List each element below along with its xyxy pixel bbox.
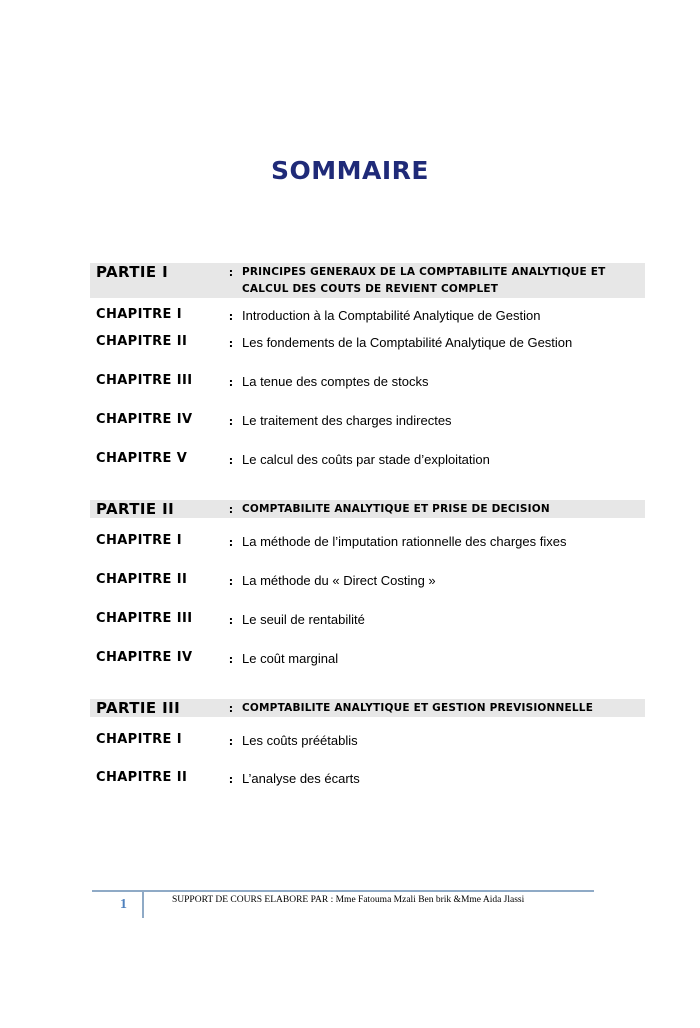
separator: :: [228, 773, 234, 786]
chapter-row: [90, 412, 645, 428]
chapter-row: [90, 572, 645, 588]
separator: :: [228, 702, 234, 715]
part-title: COMPTABILITE ANALYTIQUE ET PRISE DE DECISION: [242, 503, 550, 515]
chapter-label: CHAPITRE I: [96, 307, 182, 322]
chapter-title: La tenue des comptes de stocks: [242, 374, 429, 389]
chapter-title: Le calcul des coûts par stade d’exploitation: [242, 452, 490, 467]
part-title: COMPTABILITE ANALYTIQUE ET GESTION PREVISIONNELLE: [242, 702, 594, 714]
part-title: PRINCIPES GENERAUX DE LA COMPTABILITE ANALYTIQUE ET CALCUL DES COUTS DE REVIENT COMPLET: [242, 266, 606, 295]
part-row: [90, 699, 645, 717]
footer-divider: [142, 892, 144, 918]
chapter-title: La méthode de l’imputation rationnelle des charges fixes: [242, 534, 567, 549]
separator: :: [228, 575, 234, 588]
footer-rule: [92, 890, 594, 892]
chapter-title: Le seuil de rentabilité: [242, 612, 365, 627]
chapter-label: CHAPITRE IV: [96, 412, 193, 427]
part-label: PARTIE III: [96, 699, 181, 717]
chapter-title: Introduction à la Comptabilité Analytique de Gestion: [242, 308, 541, 323]
separator: :: [228, 614, 234, 627]
separator: :: [228, 503, 234, 516]
chapter-title: Les fondements de la Comptabilité Analytique de Gestion: [242, 335, 573, 350]
part-row: [90, 500, 645, 518]
chapter-label: CHAPITRE I: [96, 533, 182, 548]
chapter-row: [90, 650, 645, 666]
separator: :: [228, 735, 234, 748]
chapter-label: CHAPITRE I: [96, 732, 182, 747]
footer-credit: SUPPORT DE COURS ELABORE PAR : Mme Fatouma Mzali Ben brik &Mme Aida Jlassi: [172, 895, 525, 905]
separator: :: [228, 653, 234, 666]
chapter-title: La méthode du « Direct Costing »: [242, 573, 436, 588]
chapter-row: [90, 533, 645, 549]
part-row: [90, 263, 645, 298]
chapter-row: [90, 373, 645, 389]
chapter-title: Les coûts préétablis: [242, 733, 358, 748]
chapter-title: L’analyse des écarts: [242, 771, 360, 786]
chapter-title: Le coût marginal: [242, 651, 339, 666]
chapter-label: CHAPITRE V: [96, 451, 188, 466]
chapter-row: [90, 451, 645, 467]
chapter-row: [90, 732, 645, 748]
chapter-label: CHAPITRE III: [96, 373, 193, 388]
separator: :: [228, 415, 234, 428]
part-label: PARTIE I: [96, 263, 169, 281]
chapter-label: CHAPITRE II: [96, 770, 188, 785]
chapter-label: CHAPITRE II: [96, 334, 188, 349]
separator: :: [228, 536, 234, 549]
separator: :: [228, 310, 234, 323]
chapter-title: Le traitement des charges indirectes: [242, 413, 452, 428]
chapter-label: CHAPITRE II: [96, 572, 188, 587]
separator: :: [228, 266, 234, 279]
chapter-label: CHAPITRE III: [96, 611, 193, 626]
page-number: 1: [120, 897, 127, 912]
separator: :: [228, 376, 234, 389]
chapter-row: [90, 307, 645, 323]
separator: :: [228, 454, 234, 467]
chapter-row: [90, 770, 645, 786]
page-title: SOMMAIRE: [271, 156, 429, 185]
chapter-label: CHAPITRE IV: [96, 650, 193, 665]
chapter-row: [90, 611, 645, 627]
separator: :: [228, 337, 234, 350]
chapter-row: [90, 334, 645, 350]
part-label: PARTIE II: [96, 500, 175, 518]
